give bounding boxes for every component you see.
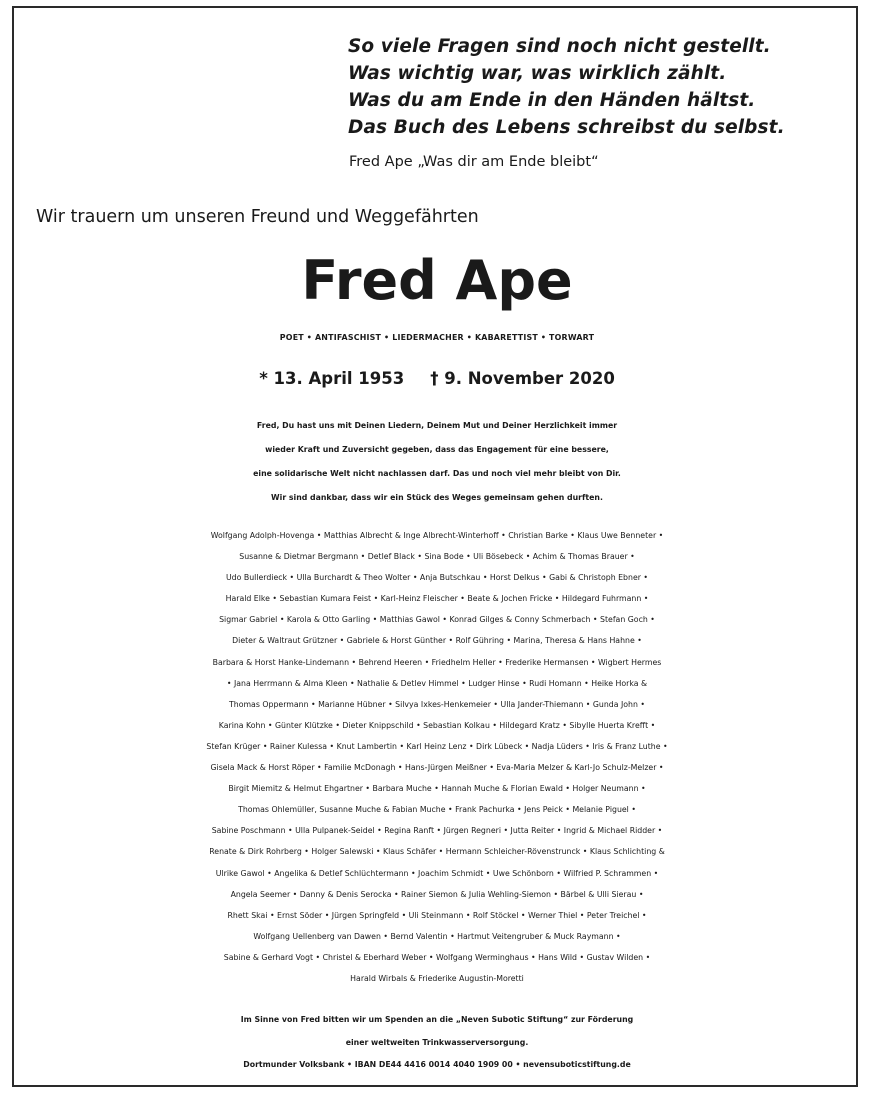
bank-details: Dortmunder Volksbank • IBAN DE44 4416 0014 4040 1909 00 • nevensuboticstiftung.de (243, 1060, 631, 1069)
mourners-line: Sabine & Gerhard Vogt • Christel & Eberhard Weber • Wolfgang Werminghaus • Hans Wild • Gustav Wilden • (223, 952, 651, 962)
mourners-line: Harald Wirbals & Friederike Augustin-Moretti (350, 973, 524, 983)
dedication (0, 414, 874, 510)
intro-text: Wir trauern um unseren Freund und Weggefährten (36, 207, 479, 227)
poem (348, 33, 785, 141)
donation-request (0, 1009, 874, 1077)
dedication-line: Fred, Du hast uns mit Deinen Liedern, Deinem Mut und Deiner Herzlichkeit immer (256, 421, 618, 430)
mourners-line: Angela Seemer • Danny & Denis Serocka • Rainer Siemon & Julia Wehling-Siemon • Bärbel & Ulli Sierau • (230, 889, 644, 899)
deceased-name: Fred Ape (301, 249, 573, 312)
mourners-line: Ulrike Gawol • Angelika & Detlef Schlüchtermann • Joachim Schmidt • Uwe Schönborn • Wilfried P. Schrammen • (215, 868, 659, 878)
poem-line: Das Buch des Lebens schreibst du selbst. (348, 117, 785, 138)
mourners-line: Dieter & Waltraut Grützner • Gabriele & Horst Günther • Rolf Gühring • Marina, Theresa & Hans Hahne • (232, 636, 642, 646)
mourners-line: Stefan Krüger • Rainer Kulessa • Knut Lambertin • Karl Heinz Lenz • Dirk Lübeck • Nadja Lüders • Iris & Franz Luthe • (206, 741, 668, 751)
mourners-line: Birgit Miemitz & Helmut Ehgartner • Barbara Muche • Hannah Muche & Florian Ewald • Holger Neumann • (228, 784, 646, 794)
life-dates (0, 369, 874, 388)
dedication-line: eine solidarische Welt nicht nachlassen darf. Das und noch viel mehr bleibt von Dir. (253, 469, 621, 478)
mourners-list (0, 525, 874, 989)
mourners-line: Wolfgang Uellenberg van Dawen • Bernd Valentin • Hartmut Veitengruber & Muck Raymann • (253, 931, 621, 941)
mourners-line: Karina Kohn • Günter Klützke • Dieter Knippschild • Sebastian Kolkau • Hildegard Kratz • Sibylle Huerta Krefft • (218, 720, 656, 730)
mourners-line: Renate & Dirk Rohrberg • Holger Salewski • Klaus Schäfer • Hermann Schleicher-Rövenstrunck • Klaus Schlichting & (209, 847, 665, 857)
dedication-line: wieder Kraft und Zuversicht gegeben, dass das Engagement für eine bessere, (265, 445, 609, 454)
mourners-line: Wolfgang Adolph-Hovenga • Matthias Albrecht & Inge Albrecht-Winterhoff • Christian Barke • Klaus Uwe Benneter • (210, 531, 664, 540)
mourners-line: Udo Bullerdieck • Ulla Burchardt & Theo Wolter • Anja Butschkau • Horst Delkus • Gabi & Christoph Ebner • (225, 573, 649, 583)
mourners-line: Thomas Ohlemüller, Susanne Muche & Fabian Muche • Frank Pachurka • Jens Peick • Melanie Piguel • (238, 805, 636, 815)
poem-source: Fred Ape „Was dir am Ende bleibt“ (349, 154, 599, 170)
birth-date: * 13. April 1953 (259, 369, 405, 388)
mourners-line: Barbara & Horst Hanke-Lindemann • Behrend Heeren • Friedhelm Heller • Frederike Hermansen • Wigbert Hermes (212, 657, 662, 667)
mourners-line: Thomas Oppermann • Marianne Hübner • Silvya Ixkes-Henkemeier • Ulla Jander-Thiemann • Gunda John • (228, 699, 645, 709)
poem-line: Was du am Ende in den Händen hältst. (348, 90, 756, 111)
mourners-line: Sigmar Gabriel • Karola & Otto Garling • Matthias Gawol • Konrad Gilges & Conny Schmerbach • Stefan Goch • (219, 615, 655, 625)
dedication-line: Wir sind dankbar, dass wir ein Stück des Weges gemeinsam gehen durften. (271, 493, 603, 502)
poem-line: So viele Fragen sind noch nicht gestellt. (348, 36, 771, 57)
death-date: † 9. November 2020 (430, 369, 615, 388)
donation-line: Im Sinne von Fred bitten wir um Spenden an die „Neven Subotic Stiftung“ zur Förderung (240, 1015, 634, 1024)
mourners-line: Sabine Poschmann • Ulla Pulpanek-Seidel • Regina Ranft • Jürgen Regneri • Jutta Reiter • Ingrid & Michael Ridder • (211, 826, 663, 836)
poem-line: Was wichtig war, was wirklich zählt. (348, 63, 727, 84)
mourners-line: Harald Elke • Sebastian Kumara Feist • Karl-Heinz Fleischer • Beate & Jochen Fricke • Hildegard Fuhrmann • (225, 594, 649, 604)
titles-line: POET • ANTIFASCHIST • LIEDERMACHER • KABARETTIST • TORWART (279, 333, 595, 342)
mourners-line: • Jana Herrmann & Alma Kleen • Nathalie & Detlev Himmel • Ludger Hinse • Rudi Homann • Heike Horka & (226, 678, 648, 688)
mourners-line: Gisela Mack & Horst Röper • Familie McDonagh • Hans-Jürgen Meißner • Eva-Maria Melzer & Karl-Jo Schulz-Melzer • (210, 763, 664, 773)
donation-line: einer weltweiten Trinkwasserversorgung. (345, 1037, 529, 1047)
mourners-line: Susanne & Dietmar Bergmann • Detlef Black • Sina Bode • Uli Bösebeck • Achim & Thomas Brauer • (239, 552, 635, 562)
mourners-line: Rhett Skai • Ernst Söder • Jürgen Springfeld • Uli Steinmann • Rolf Stöckel • Werner Thiel • Peter Treichel • (227, 910, 647, 920)
